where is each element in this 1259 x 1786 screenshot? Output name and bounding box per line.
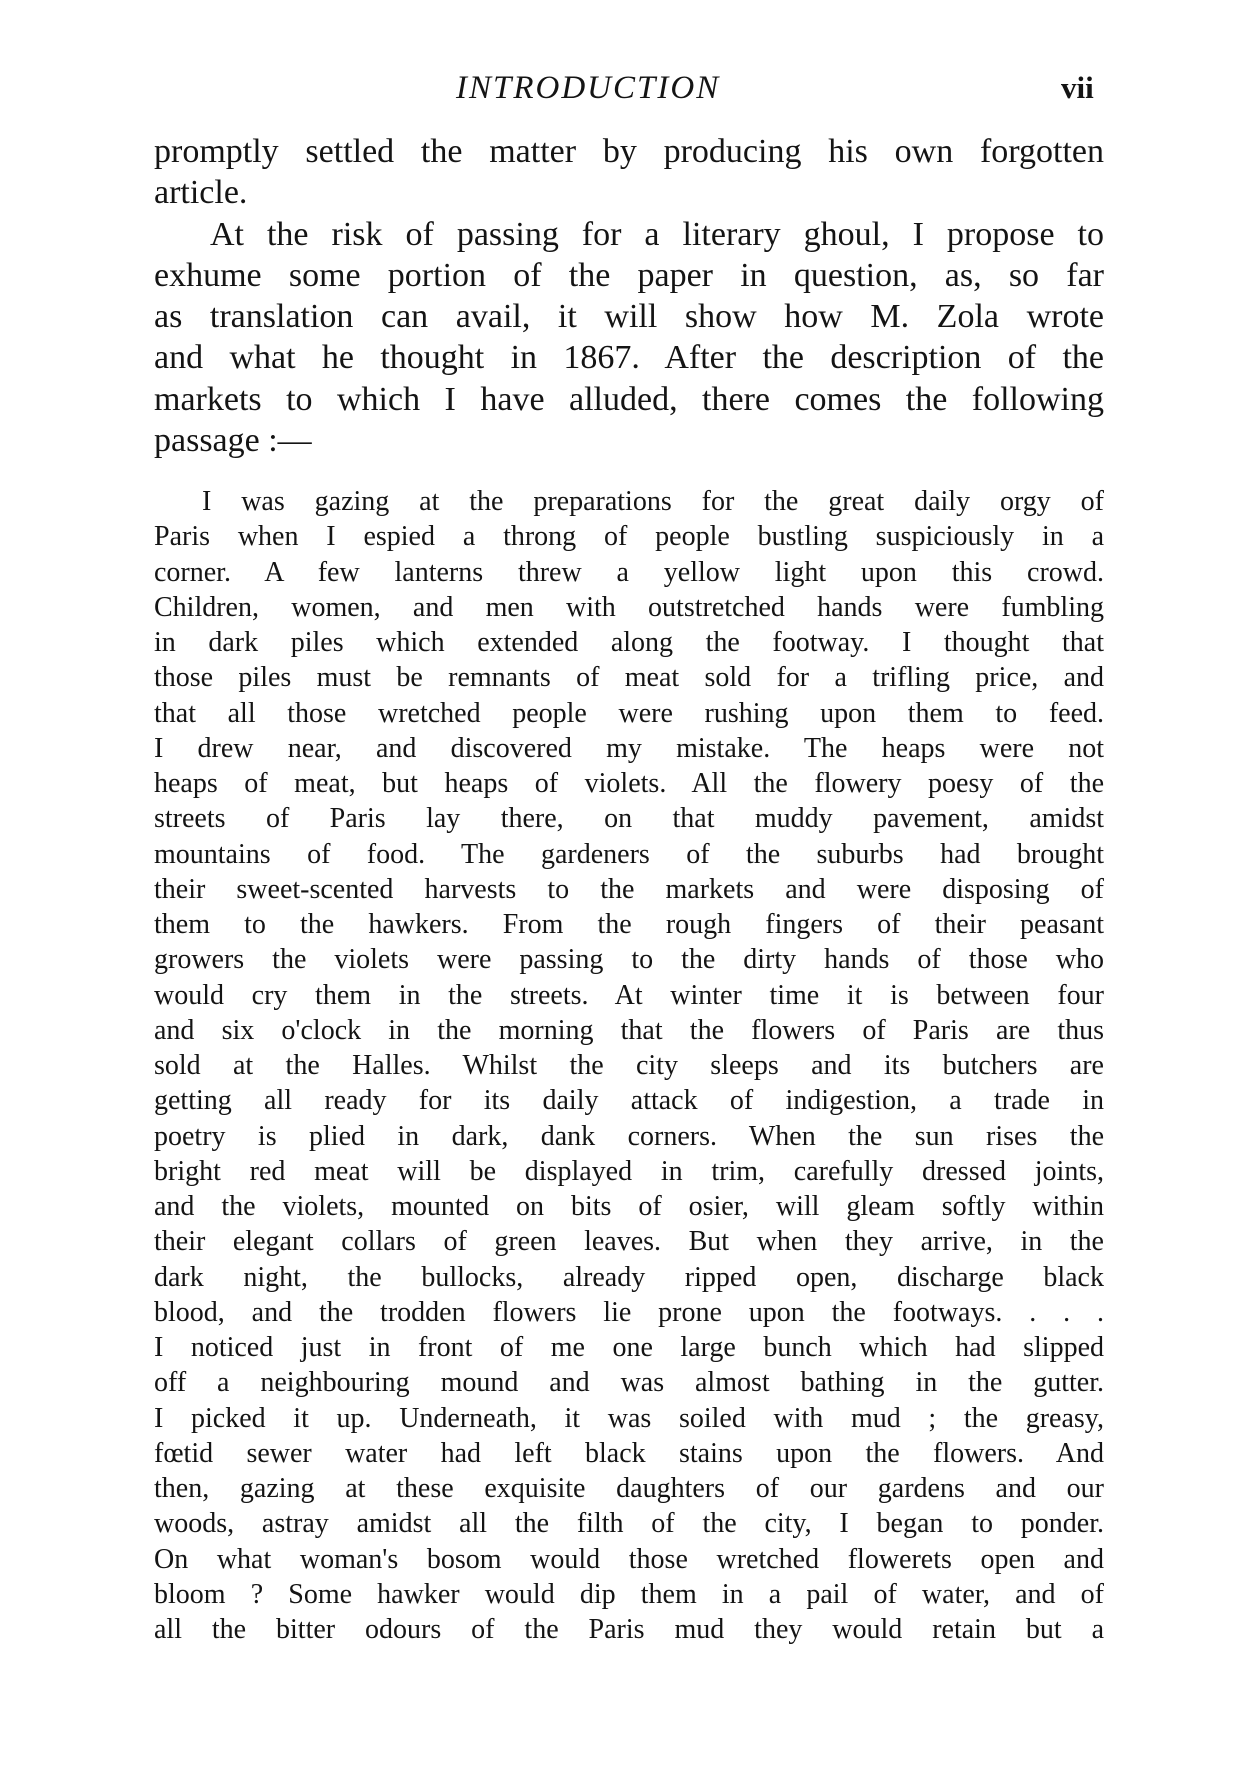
quote-line: and six o'clock in the morning that the flowers of Paris are thus (154, 1014, 1104, 1046)
quote-line: Children, women, and men with outstretched hands were fumbling (154, 591, 1104, 623)
quote-line: I noticed just in front of me one large bunch which had slipped (154, 1332, 1104, 1363)
running-title: INTRODUCTION (456, 70, 721, 106)
quote-line: dark night, the bullocks, already ripped open, discharge black (154, 1261, 1104, 1293)
quote-line: Paris when I espied a throng of people bustling suspiciously in a (154, 521, 1104, 553)
quote-line: growers the violets were passing to the dirty hands of those who (154, 944, 1104, 976)
quote-line: then, gazing at these exquisite daughters of our gardens and our (154, 1473, 1104, 1504)
quote-line: their elegant collars of green leaves. But when they arrive, in the (154, 1226, 1104, 1258)
quote-line: sold at the Halles. Whilst the city sleeps and its butchers are (154, 1050, 1104, 1081)
text-line: as translation can avail, it will show how M. Zola wrote (154, 298, 1104, 336)
quote-line: I picked it up. Underneath, it was soiled with mud ; the greasy, (154, 1402, 1104, 1434)
quote-line: them to the hawkers. From the rough fingers of their peasant (154, 909, 1104, 940)
quote-line: mountains of food. The gardeners of the suburbs had brought (154, 838, 1104, 870)
text-line: exhume some portion of the paper in question, as, so far (154, 256, 1104, 294)
quote-line: that all those wretched people were rushing upon them to feed. (154, 697, 1104, 729)
main-text (154, 131, 1104, 461)
text-line: promptly settled the matter by producing his own forgotten (154, 133, 1104, 170)
quote-line: and the violets, mounted on bits of osier, will gleam softly within (154, 1191, 1104, 1222)
quote-line: off a neighbouring mound and was almost bathing in the gutter. (154, 1367, 1104, 1399)
quote-line: in dark piles which extended along the footway. I thought that (154, 627, 1104, 658)
quote-line: bloom ? Some hawker would dip them in a pail of water, and of (154, 1578, 1104, 1610)
text-line: passage :— (154, 422, 312, 460)
quote-line: poetry is plied in dark, dank corners. When the sun rises the (154, 1120, 1104, 1152)
quote-line: bright red meat will be displayed in trim, carefully dressed joints, (154, 1155, 1104, 1187)
page-number: vii (1061, 70, 1094, 105)
text-line: markets to which I have alluded, there comes the following (154, 380, 1104, 418)
text-line: article. (154, 174, 248, 212)
running-head (0, 68, 1259, 108)
quote-line: would cry them in the streets. At winter time it is between four (154, 979, 1104, 1011)
quote-line: getting all ready for its daily attack of indigestion, a trade in (154, 1085, 1104, 1117)
quote-line: those piles must be remnants of meat sold for a trifling price, and (154, 662, 1104, 694)
text-line: and what he thought in 1867. After the description of the (154, 339, 1104, 377)
quote-line: their sweet-scented harvests to the markets and were disposing of (154, 873, 1104, 905)
quote-line: streets of Paris lay there, on that muddy pavement, amidst (154, 803, 1104, 835)
quote-line: I drew near, and discovered my mistake. The heaps were not (154, 732, 1104, 764)
quote-line: all the bitter odours of the Paris mud they would retain but a (154, 1614, 1104, 1645)
quote-line: blood, and the trodden flowers lie prone upon the footways. . . . (154, 1296, 1104, 1328)
block-quotation (154, 484, 1104, 1647)
quote-line: On what woman's bosom would those wretched flowerets open and (154, 1543, 1104, 1575)
quote-line: corner. A few lanterns threw a yellow light upon this crowd. (154, 556, 1104, 588)
quote-first-line: I was gazing at the preparations for the great daily orgy of (202, 486, 1104, 517)
quote-line: heaps of meat, but heaps of violets. All the flowery poesy of the (154, 768, 1104, 799)
paragraph-first-line: At the risk of passing for a literary ghoul, I propose to (210, 215, 1104, 253)
quote-line: fœtid sewer water had left black stains upon the flowers. And (154, 1437, 1104, 1469)
quote-line: woods, astray amidst all the filth of the city, I began to ponder. (154, 1508, 1104, 1540)
